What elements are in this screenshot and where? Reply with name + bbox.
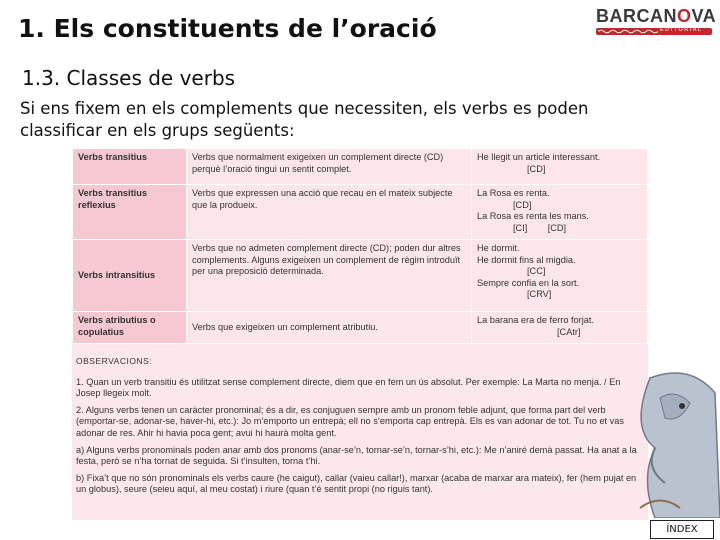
example-tag: [CI] [CD] (513, 222, 567, 233)
section-subtitle: 1.3. Classes de verbs (22, 66, 236, 90)
table-row (73, 240, 648, 312)
category-cell: Verbs intransitius (73, 240, 187, 312)
description-cell: Verbs que no admeten complement directe (CD); poden dur altres complements. Alguns exigeixen un complement de règim introduït per una preposició determinada. (187, 240, 472, 312)
index-button[interactable]: ÍNDEX (650, 520, 714, 539)
example-line: Sempre confia en la sort. (477, 277, 580, 288)
example-cell (472, 149, 648, 185)
example-line: He dormit. (477, 243, 520, 253)
example-line: He llegit un article interessant. (477, 152, 601, 162)
example-cell (472, 312, 648, 344)
description-cell: Verbs que expressen una acció que recau en el mateix subjecte que la produeix. (187, 185, 472, 240)
observation-item: 2. Alguns verbs tenen un caràcter pronominal; és a dir, es conjuguen sempre amb un pronom feble adjunt, que forma part del verb (emportar-se, adonar-se, haver-hi, etc.): Jo m’emporto un entrepà; ell no s’emporta cap entrepà. Els es van adonar de tot. Tu no et vas adonar de res. Ahir hi havia poca gent; avui hi haurà molta gent. (76, 404, 624, 438)
logo-subtitle: EDITORIAL (660, 27, 703, 33)
example-tag: [CD] (527, 163, 546, 174)
category-cell: Verbs transitius reflexius (73, 185, 187, 240)
example-tag: [CRV] (527, 289, 552, 299)
example-line: La Rosa es renta les mans. (477, 211, 589, 221)
table-row (73, 149, 648, 185)
example-line: He dormit fins al migdia. (477, 254, 576, 265)
barcanova-logo (596, 6, 717, 40)
observation-item: 1. Quan un verb transitiu és utilitzat sense complement directe, diem que en fem un ús absolut. Per exemple: La Marta no menja. / En Josep llegeix molt. (76, 376, 621, 399)
elephant-illustration-icon (620, 368, 720, 518)
observation-item: b) Fixa’t que no són pronominals els verbs caure (he caigut), callar (vaieu callar!), marxar (acaba de marxar ara mateix), fer (hem pujat en un globus), seure (seieu aquí, al meu costat) i riure (quan t’é sentit propi (no riguis tant). (76, 472, 637, 495)
slide-title: 1. Els constituents de l’oració (18, 14, 437, 43)
category-cell: Verbs atributius o copulatius (73, 312, 187, 344)
example-line: La barana era de ferro forjat. (477, 315, 594, 325)
verbs-figure (72, 148, 648, 520)
example-tag: [CD] (513, 199, 532, 210)
description-cell: Verbs que exigeixen un complement atributiu. (187, 312, 472, 344)
example-tag: [CC] (527, 266, 546, 276)
observations-heading: OBSERVACIONS: (76, 356, 153, 366)
example-cell (472, 185, 648, 240)
observations-box (76, 356, 642, 501)
intro-text: Si ens fixem en els complements que necessiten, els verbs es poden classificar en els grups següents: (20, 99, 589, 140)
logo-text: BARCANOVA (596, 6, 717, 26)
category-cell: Verbs transitius (73, 149, 187, 185)
example-line: La Rosa es renta. (477, 188, 550, 198)
example-tag: [CAtr] (557, 326, 581, 337)
table-row (73, 312, 648, 344)
verb-classes-table (72, 148, 648, 344)
description-cell: Verbs que normalment exigeixen un complement directe (CD) perquè l’oració tingui un sentit complet. (187, 149, 472, 185)
example-cell (472, 240, 648, 312)
logo-wave-icon (598, 29, 658, 34)
observation-item: a) Alguns verbs pronominals poden anar amb dos pronoms (anar-se’n, tornar-se’n, tornar-s’hi, etc.): Me n’aniré demà passat. Ha anat a la festa, però se n’ha tornat de seguida. Si t’insulten, torna t’hi. (76, 444, 637, 467)
table-row (73, 185, 648, 240)
